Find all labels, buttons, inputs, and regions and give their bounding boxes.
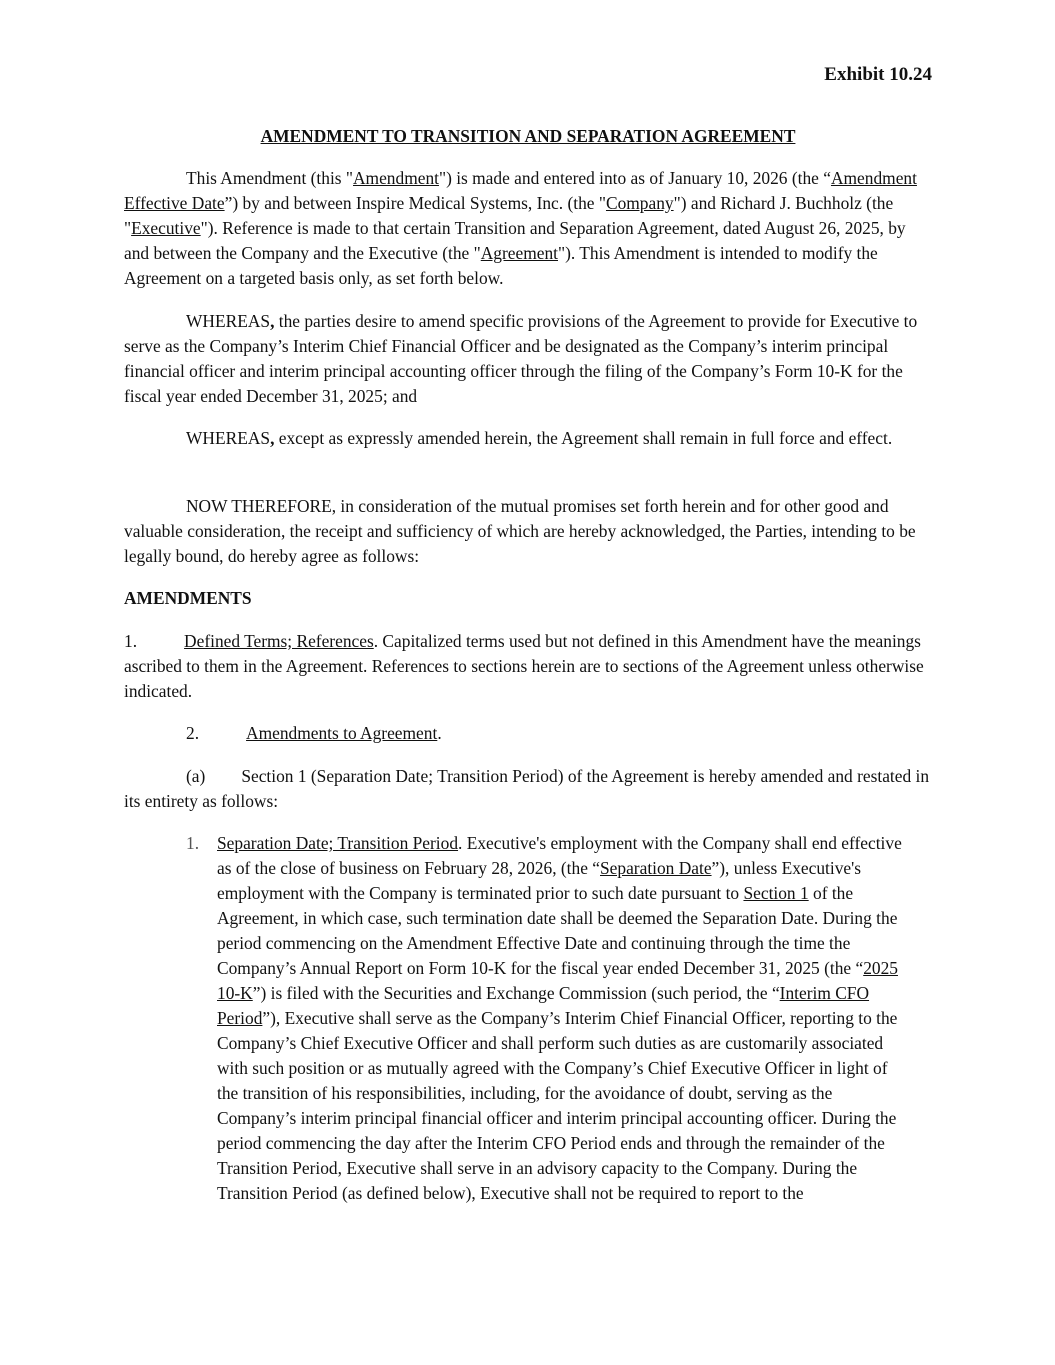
exhibit-number: Exhibit 10.24 (824, 64, 932, 85)
restated-text-2: ”), unless Executive's employment with the Company is terminated prior to such date pursuant to (217, 858, 862, 903)
defined-term-interim-cfo-period: Interim CFO Period (217, 983, 870, 1028)
section-text: . Capitalized terms used but not defined in this Amendment have the meanings ascribed to them in the Agreement. References to sections herein are to sections of the Agreement unless otherwise indicated. (124, 631, 924, 701)
intro-text-2: ") is made and entered into as of January 10, 2026 (the “ (438, 168, 831, 188)
intro-text-6: "). This Amendment is intended to modify the Agreement on a targeted basis only, as set forth below. (124, 243, 878, 288)
intro-paragraph (124, 166, 932, 291)
document-title: AMENDMENT TO TRANSITION AND SEPARATION AGREEMENT (260, 126, 796, 146)
intro-text-5: "). Reference is made to that certain Transition and Separation Agreement, dated August 26, 2025, by and between the Company and the Executive (the " (124, 218, 906, 263)
now-therefore-paragraph: NOW THEREFORE, in consideration of the mutual promises set forth herein and for other good and valuable consideration, the receipt and sufficiency of which are hereby acknowledged, the Parties, intending to be legally bound, do hereby agree as follows: (124, 496, 916, 566)
restated-text-1: . Executive's employment with the Company shall end effective as of the close of business on February 28, 2026, (the “ (217, 833, 902, 878)
intro-text-1: This Amendment (this " (186, 168, 353, 188)
defined-term-separation-date: Separation Date (600, 858, 712, 878)
whereas-lead: WHEREAS (186, 428, 271, 448)
restated-heading: Separation Date; Transition Period (217, 833, 459, 853)
section-2-paragraph (124, 721, 932, 746)
defined-term-company: Company (605, 193, 674, 213)
defined-term-agreement: Agreement (480, 243, 558, 263)
restated-text-3: of the Agreement, in which case, such termination date shall be deemed the Separation Date. During the period commencing on the Amendment Effective Date and continuing through the time the Company’s Annual Report on Form 10-K for the fiscal year ended December 31, 2025 (the “ (217, 883, 898, 978)
whereas-text: except as expressly amended herein, the Agreement shall remain in full force and effect. (274, 428, 893, 448)
section-number: 2. (186, 723, 200, 743)
subsection-text: Section 1 (Separation Date; Transition Period) of the Agreement is hereby amended and restated in its entirety as follows: (124, 766, 930, 811)
defined-term-effective-date: Amendment Effective Date (124, 168, 917, 213)
whereas-paragraph-1 (124, 309, 932, 409)
defined-term-amendment: Amendment (353, 168, 439, 188)
restated-text (217, 831, 903, 1206)
defined-term-2025-10k: 2025 10-K (217, 958, 898, 1003)
section-number: 1. (124, 631, 138, 651)
whereas-comma: , (270, 428, 275, 448)
section-reference: Section 1 (743, 883, 809, 903)
subsection-label: (a) (186, 766, 206, 786)
restated-text-4: ”) is filed with the Securities and Exchange Commission (such period, the “ (252, 983, 780, 1003)
section-period: . (437, 723, 442, 743)
whereas-lead: WHEREAS (186, 311, 271, 331)
section-2a-paragraph (124, 764, 932, 814)
section-1-paragraph (124, 629, 932, 704)
section-heading: Amendments to Agreement (246, 723, 438, 743)
whereas-paragraph-2 (124, 426, 932, 451)
whereas-comma: , (270, 311, 275, 331)
intro-text-3: ”) by and between Inspire Medical Systems, Inc. (the " (224, 193, 606, 213)
restated-text-5: ”), Executive shall serve as the Company’s Interim Chief Financial Officer, reporting to the Company’s Chief Executive Officer and shall perform such duties as are customarily associated with such position or as mutually agreed with the Company’s Chief Executive Officer in light of the transition of his responsibilities, including, for the avoidance of doubt, serving as the Company’s interim principal financial officer and interim principal accounting officer. During the period commencing the day after the Interim CFO Period ends and through the remainder of the Transition Period, Executive shall serve in an advisory capacity to the Company. During the Transition Period (as defined below), Executive shall not be required to report to the (217, 1008, 898, 1203)
amendments-heading: AMENDMENTS (124, 588, 252, 608)
section-heading: Defined Terms; References (184, 631, 374, 651)
list-number: 1. (186, 833, 200, 853)
whereas-text: the parties desire to amend specific provisions of the Agreement to provide for Executive to serve as the Company’s Interim Chief Financial Officer and be designated as the Company’s interim principal financial officer and interim principal accounting officer through the filing of the Company’s Form 10-K for the fiscal year ended December 31, 2025; and (124, 311, 918, 406)
intro-text-4: ") and Richard J. Buchholz (the " (124, 193, 894, 238)
defined-term-executive: Executive (131, 218, 201, 238)
